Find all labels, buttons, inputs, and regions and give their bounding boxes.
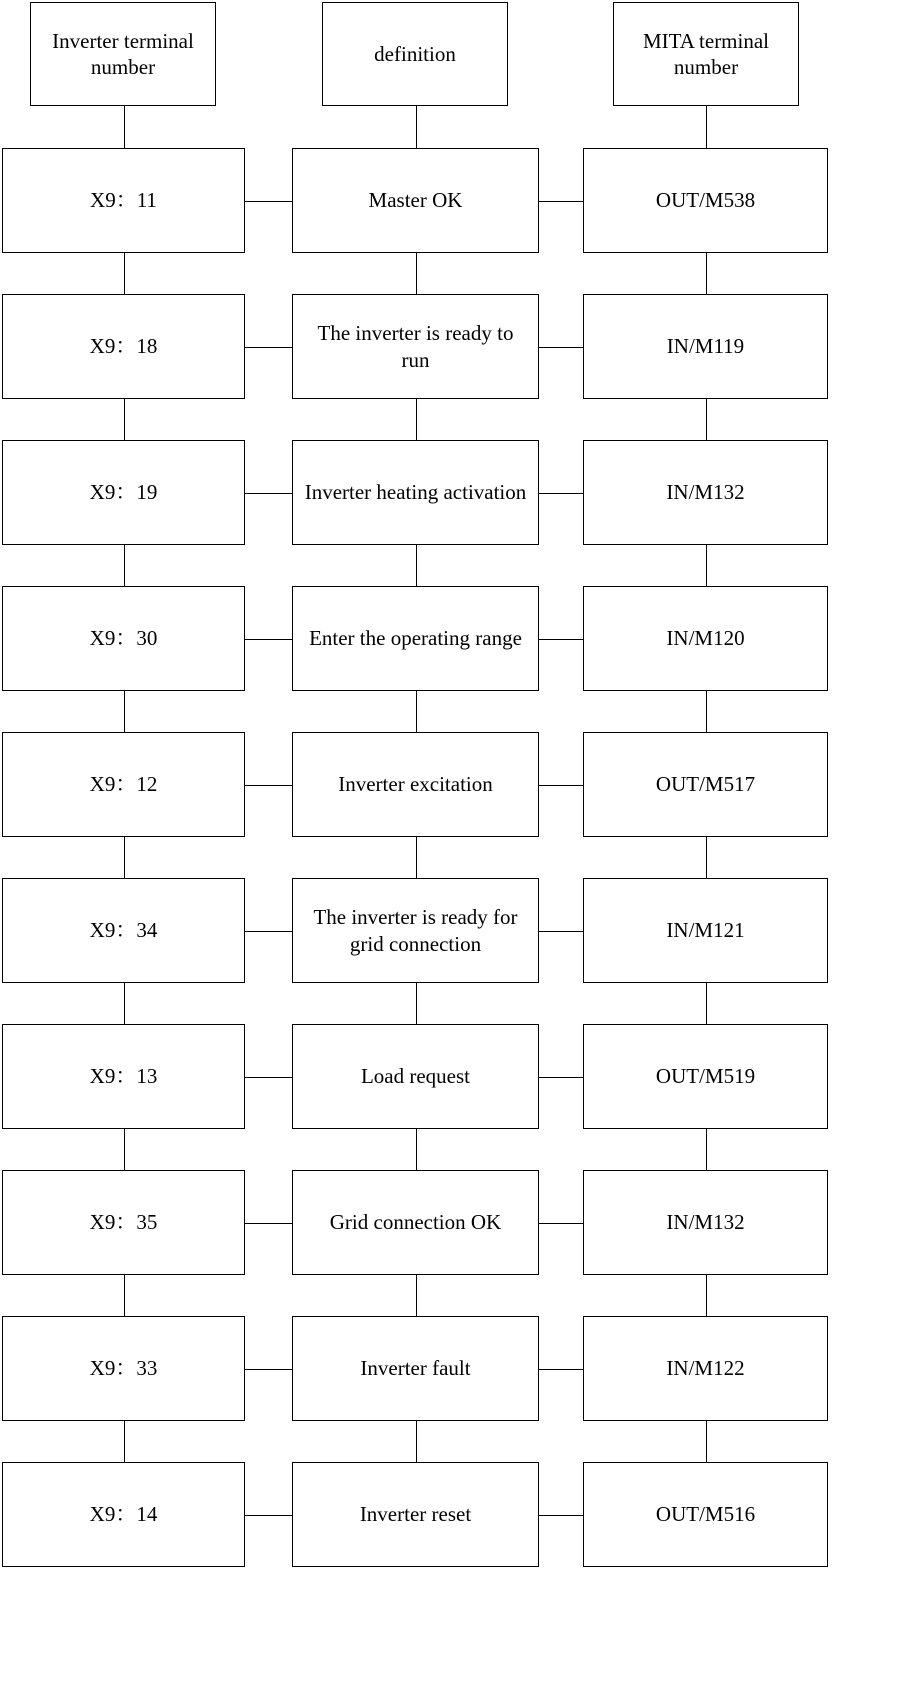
cell-definition-row7: Load request [292,1024,539,1129]
cell-definition-row3: Inverter heating activation [292,440,539,545]
connector-v-definition-3-4 [416,545,418,586]
connector-h-1-b [539,201,583,203]
cell-inverter-row7: X9：13 [2,1024,245,1129]
cell-definition-row5: Inverter excitation [292,732,539,837]
connector-h-8-a [245,1223,292,1225]
cell-definition-row1: Master OK [292,148,539,253]
connector-v-mita-7-8 [706,1129,708,1170]
cell-inverter-row8: X9：35 [2,1170,245,1275]
cell-definition-row4: Enter the operating range [292,586,539,691]
connector-v-inverter-8-9 [124,1275,126,1316]
connector-v-definition-1-2 [416,253,418,294]
connector-h-6-a [245,931,292,933]
connector-v-header-definition [416,106,418,148]
cell-mita-row8: IN/M132 [583,1170,828,1275]
connector-h-2-a [245,347,292,349]
connector-h-4-b [539,639,583,641]
connector-v-definition-7-8 [416,1129,418,1170]
cell-mita-row4: IN/M120 [583,586,828,691]
connector-v-mita-6-7 [706,983,708,1024]
connector-v-definition-8-9 [416,1275,418,1316]
cell-mita-row2: IN/M119 [583,294,828,399]
column-header-inverter: Inverter terminal number [30,2,216,106]
column-header-mita: MITA terminal number [613,2,799,106]
connector-h-7-b [539,1077,583,1079]
connector-h-9-b [539,1369,583,1371]
cell-inverter-row9: X9：33 [2,1316,245,1421]
connector-h-3-a [245,493,292,495]
connector-v-inverter-2-3 [124,399,126,440]
connector-v-inverter-4-5 [124,691,126,732]
cell-mita-row6: IN/M121 [583,878,828,983]
cell-inverter-row5: X9：12 [2,732,245,837]
cell-definition-row8: Grid connection OK [292,1170,539,1275]
cell-mita-row9: IN/M122 [583,1316,828,1421]
cell-inverter-row4: X9：30 [2,586,245,691]
cell-inverter-row2: X9：18 [2,294,245,399]
connector-v-mita-9-10 [706,1421,708,1462]
connector-h-6-b [539,931,583,933]
cell-definition-row2: The inverter is ready to run [292,294,539,399]
cell-definition-row10: Inverter reset [292,1462,539,1567]
connector-v-header-mita [706,106,708,148]
connector-v-definition-2-3 [416,399,418,440]
cell-mita-row7: OUT/M519 [583,1024,828,1129]
connector-h-10-b [539,1515,583,1517]
connector-v-mita-1-2 [706,253,708,294]
cell-mita-row1: OUT/M538 [583,148,828,253]
connector-v-inverter-7-8 [124,1129,126,1170]
connector-v-inverter-6-7 [124,983,126,1024]
connector-h-5-b [539,785,583,787]
connector-v-mita-5-6 [706,837,708,878]
connector-v-mita-2-3 [706,399,708,440]
connector-v-inverter-5-6 [124,837,126,878]
connector-h-5-a [245,785,292,787]
cell-inverter-row10: X9：14 [2,1462,245,1567]
cell-mita-row10: OUT/M516 [583,1462,828,1567]
connector-v-definition-5-6 [416,837,418,878]
connector-h-8-b [539,1223,583,1225]
cell-inverter-row6: X9：34 [2,878,245,983]
connector-v-mita-3-4 [706,545,708,586]
cell-mita-row3: IN/M132 [583,440,828,545]
cell-definition-row6: The inverter is ready for grid connection [292,878,539,983]
cell-mita-row5: OUT/M517 [583,732,828,837]
cell-inverter-row1: X9：11 [2,148,245,253]
connector-h-4-a [245,639,292,641]
cell-definition-row9: Inverter fault [292,1316,539,1421]
connector-v-mita-8-9 [706,1275,708,1316]
connector-v-inverter-9-10 [124,1421,126,1462]
connector-v-definition-6-7 [416,983,418,1024]
connector-h-2-b [539,347,583,349]
connector-v-mita-4-5 [706,691,708,732]
connector-h-3-b [539,493,583,495]
connector-v-definition-4-5 [416,691,418,732]
connector-h-10-a [245,1515,292,1517]
connector-h-7-a [245,1077,292,1079]
connector-v-definition-9-10 [416,1421,418,1462]
connector-h-9-a [245,1369,292,1371]
connector-v-inverter-3-4 [124,545,126,586]
connector-h-1-a [245,201,292,203]
cell-inverter-row3: X9：19 [2,440,245,545]
column-header-definition: definition [322,2,508,106]
connector-v-inverter-1-2 [124,253,126,294]
connector-v-header-inverter [124,106,126,148]
